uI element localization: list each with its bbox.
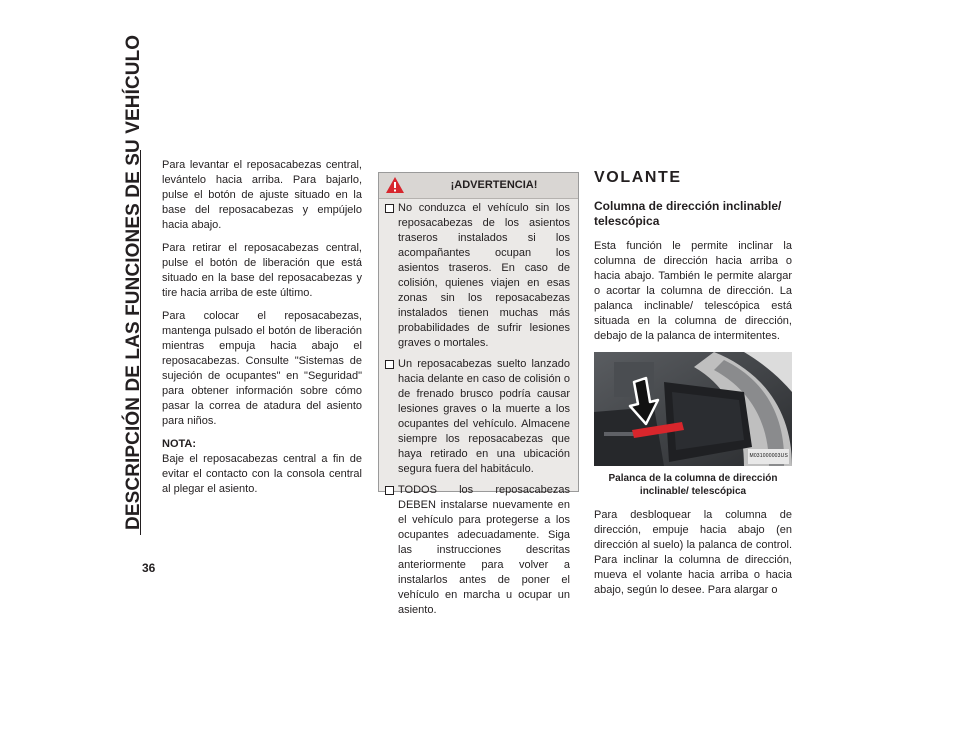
note-text: Baje el reposacabezas central a fin de evitar el contacto con la consola central al plegar el asiento. (162, 453, 362, 495)
warning-header (379, 173, 578, 199)
warning-box (378, 172, 579, 616)
chapter-title: DESCRIPCIÓN DE LAS FUNCIONES DE SU VEHÍCULO (123, 34, 144, 530)
intro-paragraph: Esta función le permite inclinar la columna de dirección hacia arriba o hacia abajo. También le permite alargar o acortar la columna de dirección. La palanca inclinable/ telescópica está situada en la columna de dirección, debajo de la palanca de intermitentes. (594, 240, 792, 342)
paragraph: Para levantar el reposacabezas central, levántelo hacia arriba. Para bajarlo, pulse el botón de ajuste situado en la base del reposacabezas y empújelo hacia abajo. (162, 159, 362, 231)
section-title: VOLANTE (594, 169, 682, 186)
warning-item-text: Un reposacabezas suelto lanzado hacia delante en caso de colisión o de frenado brusco podría causar lesiones graves o la muerte a los ocupantes del vehículo. Almacene siempre los reposacabezas que haya retirado en una ubicación segura fuera del habitáculo. (398, 358, 570, 475)
checkbox-bullet-icon (385, 204, 394, 213)
paragraph: Para retirar el reposacabezas central, pulse el botón de liberación que está situado en la base del reposacabezas y tire hacia arriba de este último. (162, 242, 362, 299)
list-item (385, 483, 570, 618)
paragraph: Para colocar el reposacabezas, mantenga pulsado el botón de liberación mientras empuja hacia abajo el reposacabezas. Consulte "Sistemas de sujeción de ocupantes" en "Seguridad" para obtener información sobre cómo pasar la correa de atadura del asiento para niños. (162, 310, 362, 427)
figure-caption: Palanca de la columna de dirección inclinable/ telescópica (608, 473, 778, 497)
checkbox-bullet-icon (385, 360, 394, 369)
steering-column-photo (594, 352, 792, 466)
list-item (385, 201, 570, 351)
warning-title: ¡ADVERTENCIA! (450, 179, 538, 191)
note (162, 437, 362, 497)
warning-item-text: No conduzca el vehículo sin los reposacabezas de los asientos traseros instalados si los acompañantes ocupan los asientos traseros. En caso de colisión, quienes viajen en esas zonas sin los reposacabezas instalados tienen muchas más probabilidades de sufrir lesiones graves o mortales. (398, 202, 570, 349)
page-number: 36 (142, 561, 156, 575)
list-item (385, 357, 570, 477)
figure-code: M031000003US (748, 449, 789, 464)
column-3 (594, 170, 792, 606)
warning-triangle-icon (385, 176, 405, 194)
warning-list (379, 199, 578, 618)
checkbox-bullet-icon (385, 486, 394, 495)
note-label: NOTA: (162, 438, 197, 450)
warning-item-text: TODOS los reposacabezas DEBEN instalarse nuevamente en el vehículo para protegerse a los ocupantes adecuadamente. Siga las instrucciones descritas anteriormente para volver a instalarlos antes de poner el vehículo en marcha u ocupar un asiento. (398, 484, 570, 616)
subheading: Columna de dirección inclinable/ telescópica (594, 199, 782, 228)
column-1 (162, 158, 362, 497)
body-paragraph: Para desbloquear la columna de dirección, empuje hacia abajo (en dirección al suelo) la palanca de control. Para inclinar la columna de dirección, mueva el volante hacia arriba o hacia abajo, según lo desee. Para alargar o (594, 509, 792, 596)
